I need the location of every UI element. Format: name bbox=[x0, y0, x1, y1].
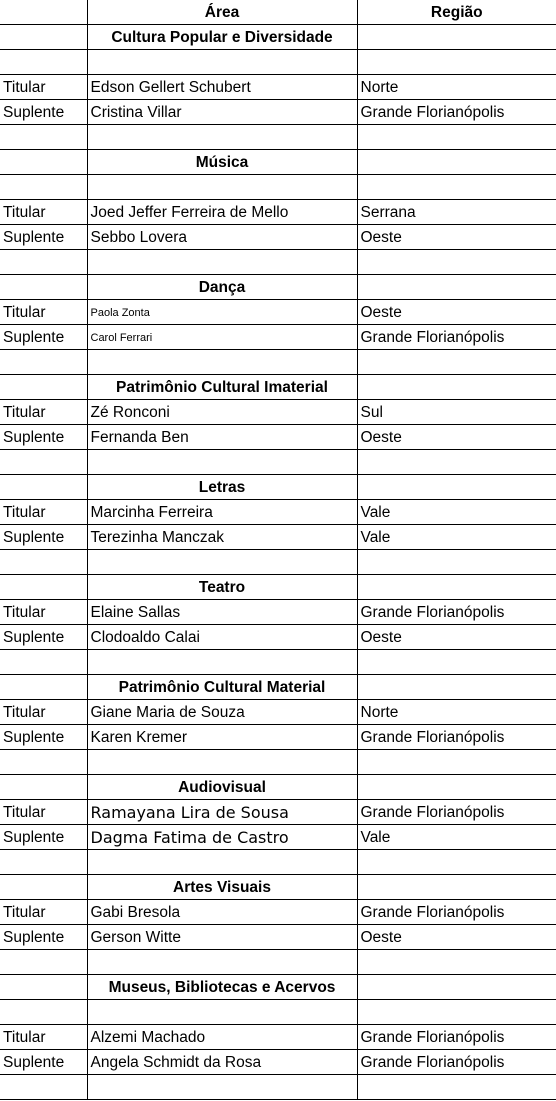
role-cell[interactable]: Suplente bbox=[0, 525, 87, 550]
empty-row bbox=[0, 650, 556, 675]
role-cell[interactable]: Suplente bbox=[0, 1050, 87, 1075]
member-row bbox=[0, 900, 556, 925]
section-row bbox=[0, 375, 556, 400]
empty-cell[interactable] bbox=[0, 250, 87, 275]
region-cell[interactable]: Grande Florianópolis bbox=[357, 325, 556, 350]
role-cell[interactable]: Titular bbox=[0, 300, 87, 325]
name-cell[interactable]: Marcinha Ferreira bbox=[87, 500, 357, 525]
empty-row bbox=[0, 1075, 556, 1100]
empty-cell[interactable] bbox=[0, 575, 87, 600]
empty-cell[interactable] bbox=[87, 350, 357, 375]
empty-cell[interactable] bbox=[357, 150, 556, 175]
name-cell[interactable]: Carol Ferrari bbox=[87, 325, 357, 350]
empty-cell[interactable] bbox=[0, 875, 87, 900]
name-cell[interactable]: Zé Ronconi bbox=[87, 400, 357, 425]
member-row bbox=[0, 525, 556, 550]
empty-cell[interactable] bbox=[357, 450, 556, 475]
member-row bbox=[0, 75, 556, 100]
empty-cell[interactable] bbox=[87, 550, 357, 575]
empty-row bbox=[0, 250, 556, 275]
region-cell[interactable]: Grande Florianópolis bbox=[357, 1025, 556, 1050]
empty-cell[interactable] bbox=[87, 950, 357, 975]
empty-cell[interactable] bbox=[0, 125, 87, 150]
empty-row bbox=[0, 50, 556, 75]
region-cell[interactable]: Grande Florianópolis bbox=[357, 900, 556, 925]
section-row bbox=[0, 575, 556, 600]
header-cell-empty[interactable] bbox=[0, 0, 87, 25]
empty-cell[interactable] bbox=[0, 150, 87, 175]
empty-cell[interactable] bbox=[0, 175, 87, 200]
role-cell[interactable]: Suplente bbox=[0, 625, 87, 650]
empty-cell[interactable] bbox=[87, 450, 357, 475]
empty-cell[interactable] bbox=[0, 275, 87, 300]
section-row bbox=[0, 475, 556, 500]
area-title-cell[interactable]: Artes Visuais bbox=[87, 875, 357, 900]
member-row bbox=[0, 1050, 556, 1075]
empty-row bbox=[0, 850, 556, 875]
area-title-cell[interactable]: Letras bbox=[87, 475, 357, 500]
empty-cell[interactable] bbox=[357, 25, 556, 50]
name-cell[interactable]: Edson Gellert Schubert bbox=[87, 75, 357, 100]
empty-cell[interactable] bbox=[357, 125, 556, 150]
name-cell[interactable]: Cristina Villar bbox=[87, 100, 357, 125]
empty-cell[interactable] bbox=[357, 1075, 556, 1100]
empty-row bbox=[0, 125, 556, 150]
empty-row bbox=[0, 750, 556, 775]
name-cell[interactable]: Clodoaldo Calai bbox=[87, 625, 357, 650]
empty-cell[interactable] bbox=[357, 775, 556, 800]
member-row bbox=[0, 500, 556, 525]
role-cell[interactable]: Suplente bbox=[0, 825, 87, 850]
section-row bbox=[0, 775, 556, 800]
role-cell[interactable]: Suplente bbox=[0, 925, 87, 950]
section-row bbox=[0, 675, 556, 700]
empty-cell[interactable] bbox=[0, 950, 87, 975]
member-row bbox=[0, 400, 556, 425]
empty-cell[interactable] bbox=[87, 250, 357, 275]
empty-cell[interactable] bbox=[0, 350, 87, 375]
empty-cell[interactable] bbox=[87, 125, 357, 150]
name-cell[interactable]: Giane Maria de Souza bbox=[87, 700, 357, 725]
empty-cell[interactable] bbox=[357, 475, 556, 500]
empty-cell[interactable] bbox=[87, 850, 357, 875]
region-cell[interactable]: Vale bbox=[357, 500, 556, 525]
role-cell[interactable]: Titular bbox=[0, 1025, 87, 1050]
name-cell[interactable]: Paola Zonta bbox=[87, 300, 357, 325]
role-cell[interactable]: Titular bbox=[0, 75, 87, 100]
empty-cell[interactable] bbox=[357, 850, 556, 875]
region-cell[interactable]: Grande Florianópolis bbox=[357, 800, 556, 825]
member-row bbox=[0, 700, 556, 725]
empty-row bbox=[0, 175, 556, 200]
empty-cell[interactable] bbox=[357, 50, 556, 75]
section-row bbox=[0, 150, 556, 175]
role-cell[interactable]: Suplente bbox=[0, 725, 87, 750]
empty-row bbox=[0, 350, 556, 375]
name-cell[interactable]: Alzemi Machado bbox=[87, 1025, 357, 1050]
role-cell[interactable]: Titular bbox=[0, 600, 87, 625]
empty-cell[interactable] bbox=[357, 175, 556, 200]
role-cell[interactable]: Suplente bbox=[0, 100, 87, 125]
role-cell[interactable]: Suplente bbox=[0, 225, 87, 250]
empty-cell[interactable] bbox=[357, 250, 556, 275]
name-cell[interactable]: Fernanda Ben bbox=[87, 425, 357, 450]
member-row bbox=[0, 1025, 556, 1050]
empty-cell[interactable] bbox=[357, 375, 556, 400]
role-cell[interactable]: Titular bbox=[0, 800, 87, 825]
name-cell[interactable]: Dagma Fatima de Castro bbox=[87, 825, 357, 850]
empty-cell[interactable] bbox=[87, 50, 357, 75]
member-row bbox=[0, 300, 556, 325]
header-cell-regiao[interactable]: Região bbox=[357, 0, 556, 25]
region-cell[interactable]: Norte bbox=[357, 700, 556, 725]
empty-cell[interactable] bbox=[87, 1075, 357, 1100]
region-cell[interactable]: Oeste bbox=[357, 225, 556, 250]
name-cell[interactable]: Karen Kremer bbox=[87, 725, 357, 750]
name-cell[interactable]: Angela Schmidt da Rosa bbox=[87, 1050, 357, 1075]
section-row bbox=[0, 25, 556, 50]
empty-cell[interactable] bbox=[357, 1000, 556, 1025]
empty-cell[interactable] bbox=[0, 475, 87, 500]
area-title-cell[interactable]: Patrimônio Cultural Material bbox=[87, 675, 357, 700]
area-title-cell[interactable]: Museus, Bibliotecas e Acervos bbox=[87, 975, 357, 1000]
role-cell[interactable]: Titular bbox=[0, 200, 87, 225]
empty-cell[interactable] bbox=[87, 650, 357, 675]
area-title-cell[interactable]: Cultura Popular e Diversidade bbox=[87, 25, 357, 50]
section-row bbox=[0, 275, 556, 300]
empty-cell[interactable] bbox=[0, 550, 87, 575]
empty-cell[interactable] bbox=[0, 975, 87, 1000]
name-cell[interactable]: Elaine Sallas bbox=[87, 600, 357, 625]
region-cell[interactable]: Grande Florianópolis bbox=[357, 100, 556, 125]
area-title-cell[interactable]: Dança bbox=[87, 275, 357, 300]
role-cell[interactable]: Titular bbox=[0, 500, 87, 525]
empty-cell[interactable] bbox=[0, 25, 87, 50]
area-title-cell[interactable]: Patrimônio Cultural Imaterial bbox=[87, 375, 357, 400]
role-cell[interactable]: Suplente bbox=[0, 325, 87, 350]
empty-row bbox=[0, 950, 556, 975]
member-row bbox=[0, 725, 556, 750]
name-cell[interactable]: Gabi Bresola bbox=[87, 900, 357, 925]
member-row bbox=[0, 625, 556, 650]
empty-cell[interactable] bbox=[0, 775, 87, 800]
empty-cell[interactable] bbox=[0, 450, 87, 475]
name-cell[interactable]: Joed Jeffer Ferreira de Mello bbox=[87, 200, 357, 225]
empty-cell[interactable] bbox=[0, 1075, 87, 1100]
name-cell[interactable]: Gerson Witte bbox=[87, 925, 357, 950]
empty-row bbox=[0, 450, 556, 475]
empty-cell[interactable] bbox=[87, 175, 357, 200]
region-cell[interactable]: Vale bbox=[357, 525, 556, 550]
region-cell[interactable]: Grande Florianópolis bbox=[357, 725, 556, 750]
region-cell[interactable]: Oeste bbox=[357, 925, 556, 950]
empty-cell[interactable] bbox=[0, 675, 87, 700]
region-cell[interactable]: Serrana bbox=[357, 200, 556, 225]
region-cell[interactable]: Oeste bbox=[357, 425, 556, 450]
region-cell[interactable]: Norte bbox=[357, 75, 556, 100]
section-row bbox=[0, 975, 556, 1000]
member-row bbox=[0, 925, 556, 950]
member-row bbox=[0, 425, 556, 450]
region-cell[interactable]: Vale bbox=[357, 825, 556, 850]
empty-cell[interactable] bbox=[0, 375, 87, 400]
empty-cell[interactable] bbox=[357, 675, 556, 700]
section-row bbox=[0, 875, 556, 900]
empty-cell[interactable] bbox=[357, 550, 556, 575]
empty-cell[interactable] bbox=[357, 650, 556, 675]
member-row bbox=[0, 200, 556, 225]
area-title-cell[interactable]: Música bbox=[87, 150, 357, 175]
member-row bbox=[0, 225, 556, 250]
empty-cell[interactable] bbox=[0, 650, 87, 675]
area-title-cell[interactable]: Teatro bbox=[87, 575, 357, 600]
empty-cell[interactable] bbox=[0, 750, 87, 775]
region-cell[interactable]: Oeste bbox=[357, 300, 556, 325]
name-cell[interactable]: Sebbo Lovera bbox=[87, 225, 357, 250]
empty-row bbox=[0, 550, 556, 575]
name-cell[interactable]: Terezinha Manczak bbox=[87, 525, 357, 550]
role-cell[interactable]: Titular bbox=[0, 700, 87, 725]
role-cell[interactable]: Titular bbox=[0, 900, 87, 925]
empty-cell[interactable] bbox=[357, 975, 556, 1000]
header-cell-area[interactable]: Área bbox=[87, 0, 357, 25]
region-cell[interactable]: Oeste bbox=[357, 625, 556, 650]
empty-row bbox=[0, 1000, 556, 1025]
member-row bbox=[0, 825, 556, 850]
empty-cell[interactable] bbox=[87, 750, 357, 775]
empty-cell[interactable] bbox=[357, 350, 556, 375]
empty-cell[interactable] bbox=[357, 950, 556, 975]
empty-cell[interactable] bbox=[87, 1000, 357, 1025]
empty-cell[interactable] bbox=[0, 850, 87, 875]
role-cell[interactable]: Titular bbox=[0, 400, 87, 425]
name-cell[interactable]: Ramayana Lira de Sousa bbox=[87, 800, 357, 825]
region-cell[interactable]: Grande Florianópolis bbox=[357, 1050, 556, 1075]
member-row bbox=[0, 800, 556, 825]
member-row bbox=[0, 100, 556, 125]
empty-cell[interactable] bbox=[357, 750, 556, 775]
empty-cell[interactable] bbox=[0, 1000, 87, 1025]
empty-cell[interactable] bbox=[357, 575, 556, 600]
member-row bbox=[0, 325, 556, 350]
empty-cell[interactable] bbox=[357, 875, 556, 900]
header-row bbox=[0, 0, 556, 25]
role-cell[interactable]: Suplente bbox=[0, 425, 87, 450]
member-row bbox=[0, 600, 556, 625]
area-title-cell[interactable]: Audiovisual bbox=[87, 775, 357, 800]
region-cell[interactable]: Sul bbox=[357, 400, 556, 425]
empty-cell[interactable] bbox=[357, 275, 556, 300]
empty-cell[interactable] bbox=[0, 50, 87, 75]
region-cell[interactable]: Grande Florianópolis bbox=[357, 600, 556, 625]
